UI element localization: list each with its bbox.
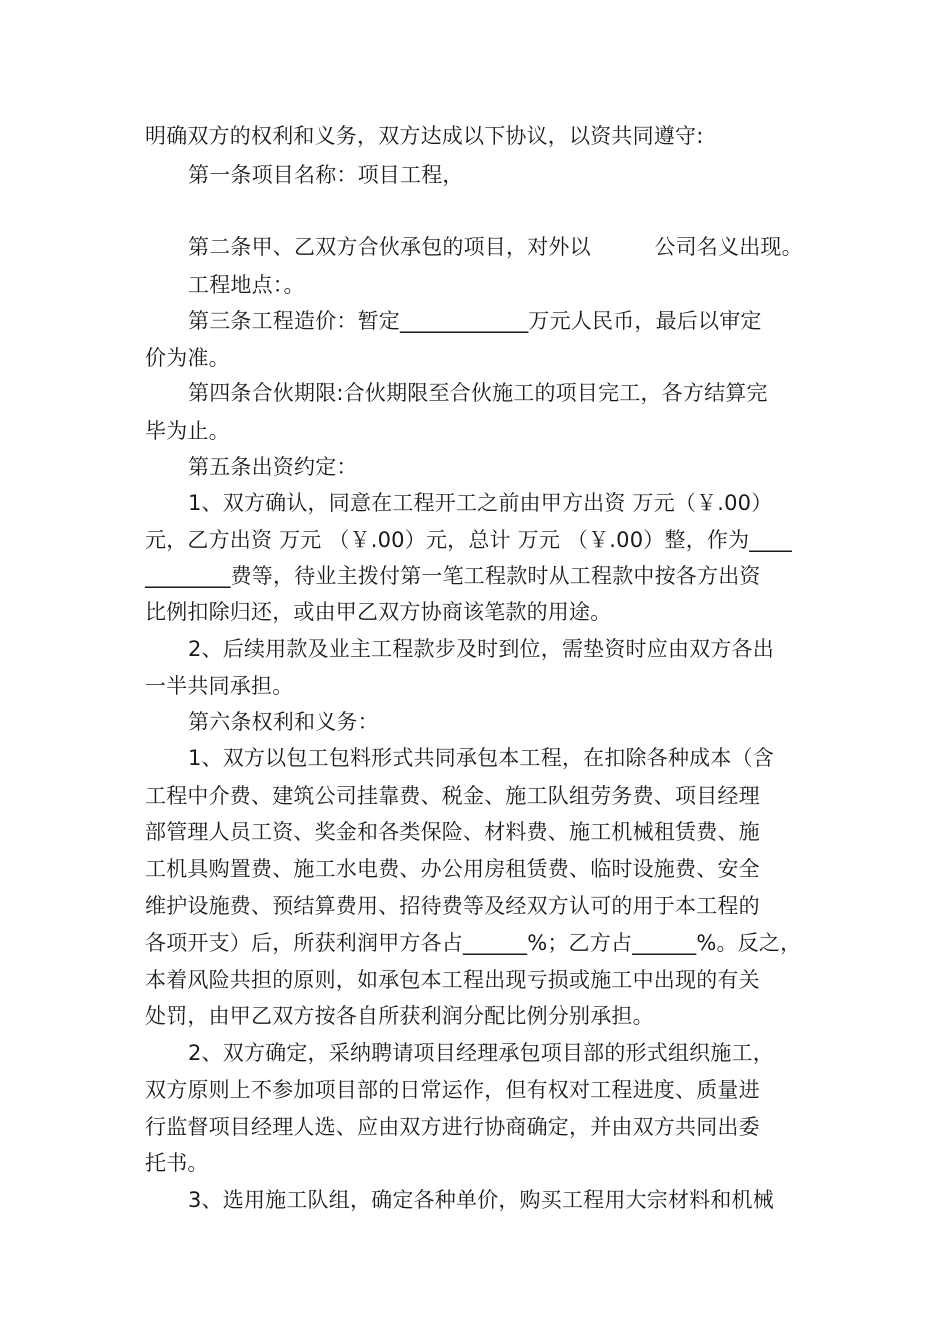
text-line: 1、双方以包工包料形式共同承包本工程，在扣除各种成本（含 xyxy=(188,746,774,770)
text-line: 2、后续用款及业主工程款步及时到位，需垫资时应由双方各出 xyxy=(188,637,774,661)
text-line: 本着风险共担的原则，如承包本工程出现亏损或施工中出现的有关 xyxy=(145,968,760,992)
text-line: 明确双方的权利和义务，双方达成以下协议，以资共同遵守: xyxy=(145,124,704,148)
text-line: 各项开支）后，所获利润甲方各占______%；乙方占______%。反之， xyxy=(145,931,802,955)
text-line: 比例扣除归还，或由甲乙双方协商该笔款的用途。 xyxy=(145,600,612,624)
text-line: 行监督项目经理人选、应由双方进行协商确定，并由双方共同出委 xyxy=(145,1115,760,1139)
text-line: 3、选用施工队组，确定各种单价，购买工程用大宗材料和机械 xyxy=(188,1188,774,1212)
text-line: 工程中介费、建筑公司挂靠费、税金、施工队组劳务费、项目经理 xyxy=(145,784,760,808)
text-line: 元，乙方出资 万元 （￥.00）元，总计 万元 （￥.00）整，作为____ xyxy=(145,528,793,552)
clause-5-line: 第五条出资约定： xyxy=(188,455,358,479)
text-line: 一半共同承担。 xyxy=(145,674,294,698)
text-line: ________费等，待业主拨付第一笔工程款时从工程款中按各方出资 xyxy=(145,564,761,588)
text-line: 1、双方确认，同意在工程开工之前由甲方出资 万元（￥.00） xyxy=(188,491,773,515)
text-line: 处罚，由甲乙双方按各自所获利润分配比例分别承担。 xyxy=(145,1004,654,1028)
clause-6-line: 第六条权利和义务： xyxy=(188,710,379,734)
text-line: 2、双方确定，采纳聘请项目经理承包项目部的形式组织施工， xyxy=(188,1041,774,1065)
clause-3-line: 第三条工程造价：暂定____________万元人民币，最后以审定 xyxy=(188,309,762,333)
text-line: 毕为止。 xyxy=(145,419,230,443)
clause-4-line: 第四条合伙期限:合伙期限至合伙施工的项目完工，各方结算完 xyxy=(188,381,768,405)
text-line: 维护设施费、预结算费用、招待费等及经双方认可的用于本工程的 xyxy=(145,894,760,918)
text-line: 双方原则上不参加项目部的日常运作，但有权对工程进度、质量进 xyxy=(145,1078,760,1102)
clause-2-line: 第二条甲、乙双方合伙承包的项目，对外以 公司名义出现。 xyxy=(188,235,803,259)
text-line: 工程地点：。 xyxy=(188,273,305,297)
text-line: 托书。 xyxy=(145,1151,209,1175)
text-line: 工机具购置费、施工水电费、办公用房租赁费、临时设施费、安全 xyxy=(145,857,760,881)
text-line: 部管理人员工资、奖金和各类保险、材料费、施工机械租赁费、施 xyxy=(145,820,760,844)
text-line: 价为准。 xyxy=(145,346,230,370)
clause-1-line: 第一条项目名称：项目工程， xyxy=(188,163,464,187)
